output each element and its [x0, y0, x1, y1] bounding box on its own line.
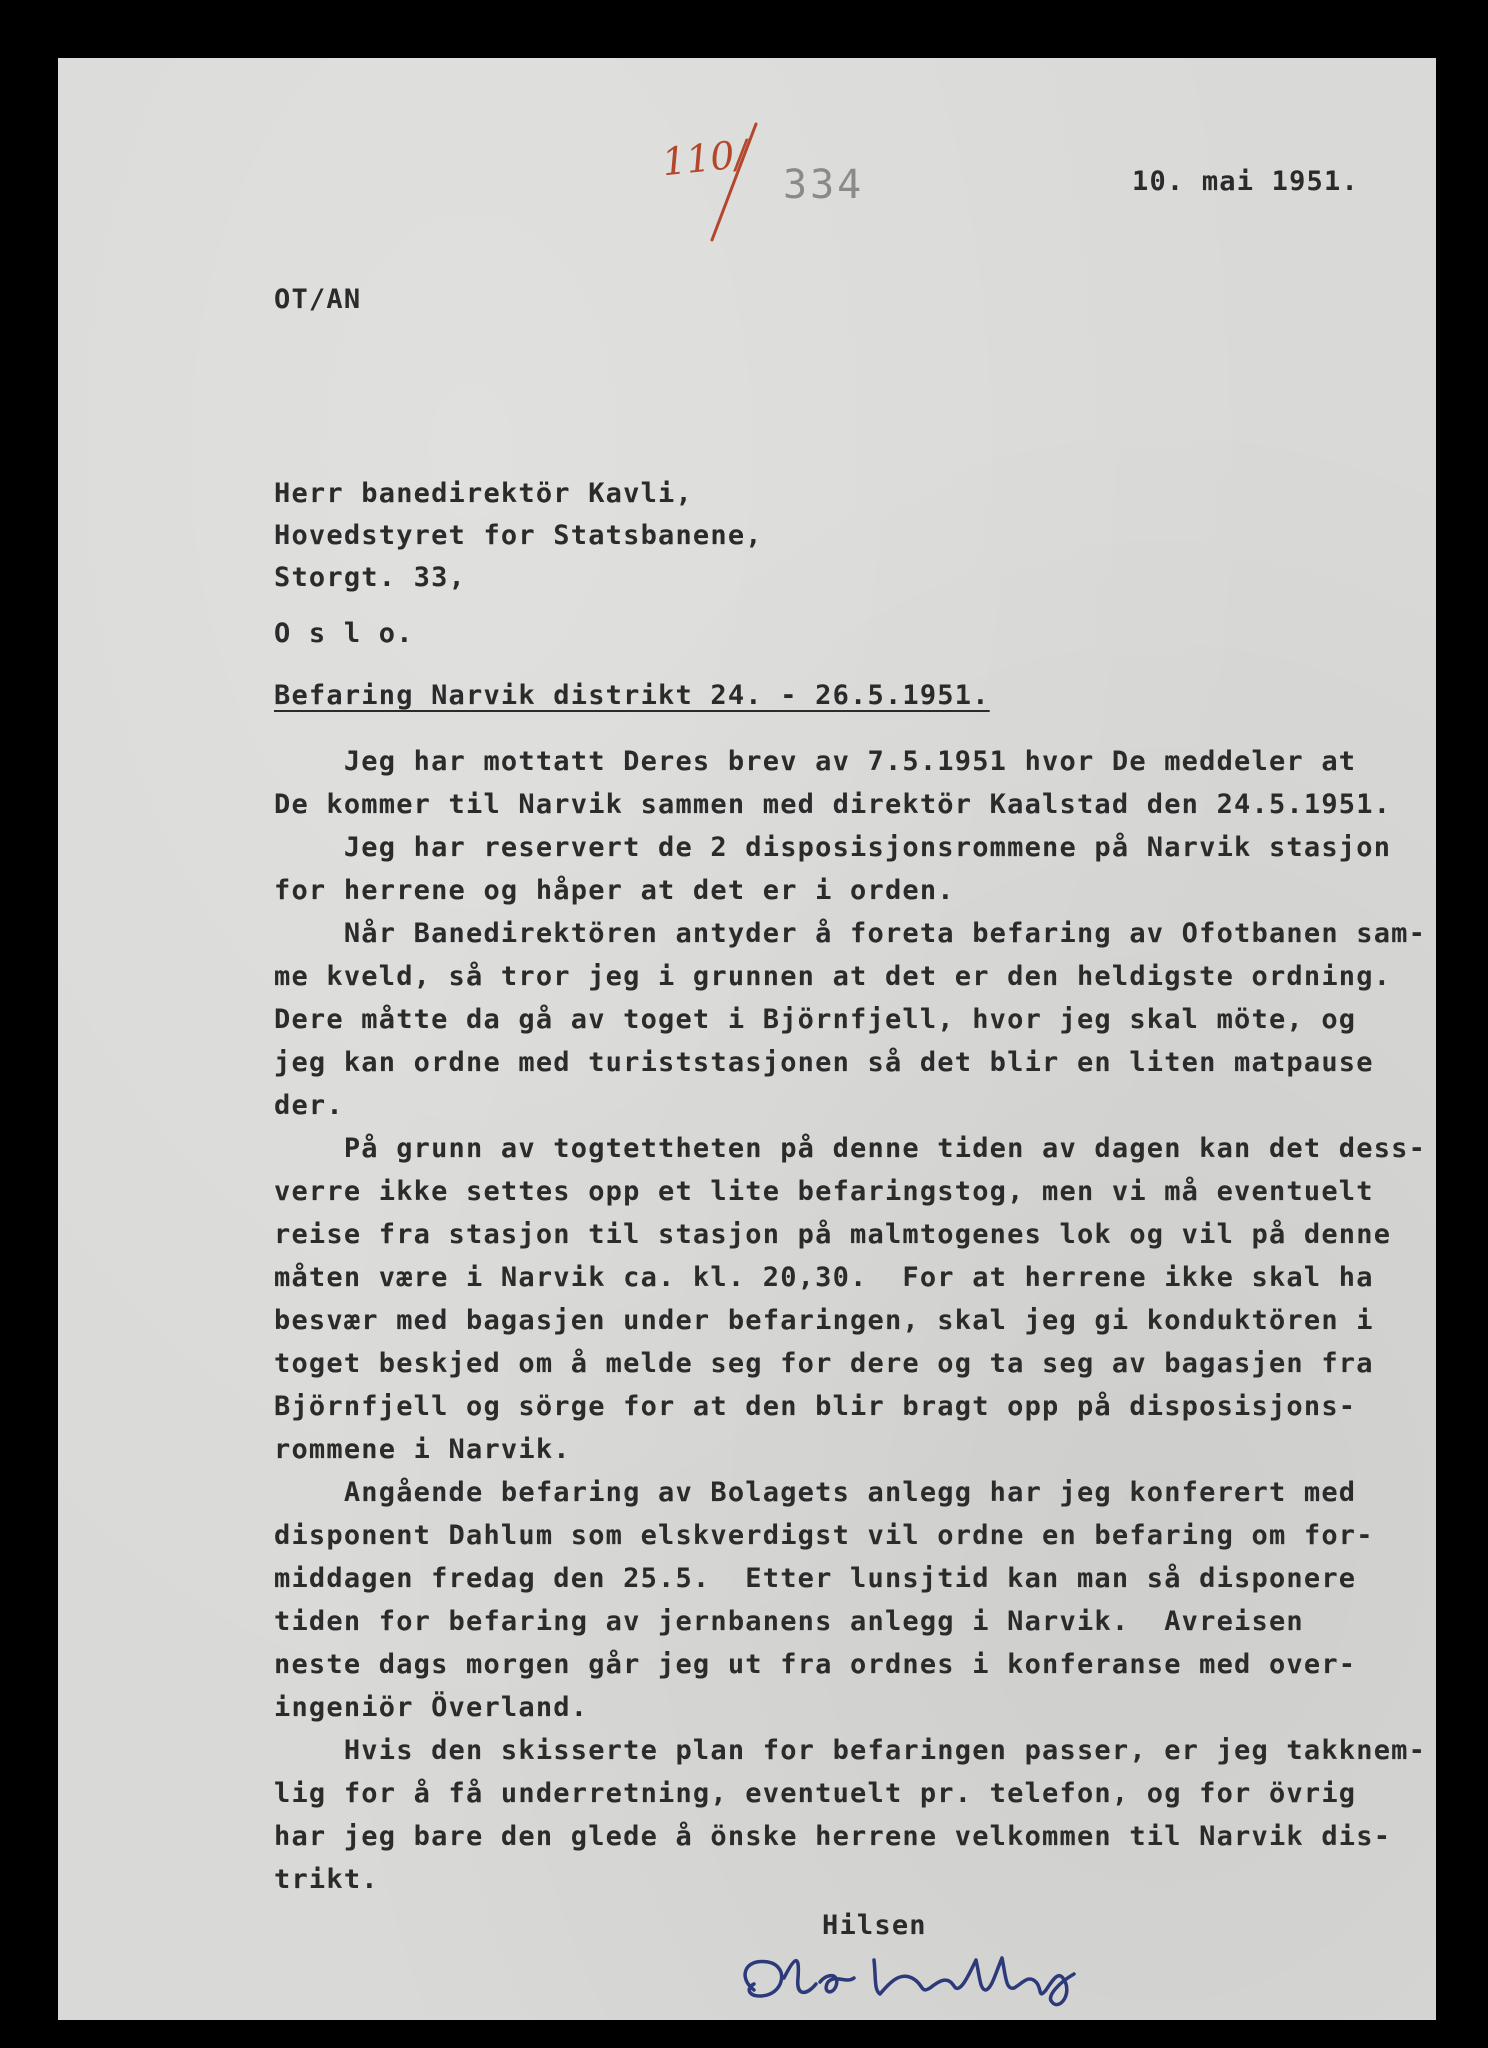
body-line: måten være i Narvik ca. kl. 20,30. For at herrene ikke skal ha	[274, 1262, 1374, 1293]
address-line: Storgt. 33,	[274, 562, 467, 593]
archive-slash-mark	[698, 118, 768, 248]
body-line: Angående befaring av Bolagets anlegg har jeg konferert med	[274, 1477, 1357, 1508]
handwritten-signature	[724, 1938, 1104, 2018]
archive-mark: 110/	[659, 131, 750, 185]
address-line: O s l o.	[274, 618, 414, 649]
subject-line: Befaring Narvik distrikt 24. - 26.5.1951.	[274, 680, 990, 711]
body-line: Når Banedirektören antyder å foreta befaring av Ofotbanen sam-	[274, 918, 1427, 949]
body-line: ingeniör Överland.	[274, 1692, 589, 1723]
letter-date: 10. mai 1951.	[1132, 166, 1359, 197]
body-line: neste dags morgen går jeg ut fra ordnes i konferanse med over-	[274, 1649, 1357, 1680]
body-line: Hvis den skisserte plan for befaringen passer, er jeg takknem-	[274, 1735, 1427, 1766]
body-line: reise fra stasjon til stasjon på malmtogenes lok og vil på denne	[274, 1219, 1392, 1250]
stamp-number: 334	[783, 162, 865, 208]
body-line: me kveld, så tror jeg i grunnen at det er den heldigste ordning.	[274, 961, 1392, 992]
body-line: toget beskjed om å melde seg for dere og ta seg av bagasjen fra	[274, 1348, 1374, 1379]
body-line: De kommer til Narvik sammen med direktör Kaalstad den 24.5.1951.	[274, 789, 1392, 820]
body-line: disponent Dahlum som elskverdigst vil ordne en befaring om for-	[274, 1520, 1374, 1551]
body-line: lig for å få underretning, eventuelt pr. telefon, og for övrig	[274, 1778, 1357, 1809]
body-line: middagen fredag den 25.5. Etter lunsjtid kan man så disponere	[274, 1563, 1357, 1594]
body-line: Jeg har mottatt Deres brev av 7.5.1951 hvor De meddeler at	[274, 746, 1357, 777]
body-line: trikt.	[274, 1864, 379, 1895]
address-line: Herr banedirektör Kavli,	[274, 478, 693, 509]
body-line: Dere måtte da gå av toget i Björnfjell, hvor jeg skal möte, og	[274, 1004, 1357, 1035]
body-line: Björnfjell og sörge for at den blir bragt opp på disposisjons-	[274, 1391, 1357, 1422]
closing-greeting: Hilsen	[822, 1910, 927, 1941]
letter-page	[58, 58, 1436, 2020]
body-line: tiden for befaring av jernbanens anlegg i Narvik. Avreisen	[274, 1606, 1304, 1637]
body-line: På grunn av togtettheten på denne tiden av dagen kan det dess-	[274, 1133, 1427, 1164]
reference-code: OT/AN	[274, 284, 362, 315]
body-line: der.	[274, 1090, 344, 1121]
body-line: rommene i Narvik.	[274, 1434, 571, 1465]
body-line: Jeg har reservert de 2 disposisjonsrommene på Narvik stasjon	[274, 832, 1392, 863]
body-line: besvær med bagasjen under befaringen, skal jeg gi konduktören i	[274, 1305, 1374, 1336]
body-line: for herrene og håper at det er i orden.	[274, 875, 955, 906]
address-line: Hovedstyret for Statsbanene,	[274, 520, 763, 551]
body-line: har jeg bare den glede å önske herrene velkommen til Narvik dis-	[274, 1821, 1392, 1852]
body-line: verre ikke settes opp et lite befaringstog, men vi må eventuelt	[274, 1176, 1374, 1207]
body-line: jeg kan ordne med turiststasjonen så det blir en liten matpause	[274, 1047, 1374, 1078]
